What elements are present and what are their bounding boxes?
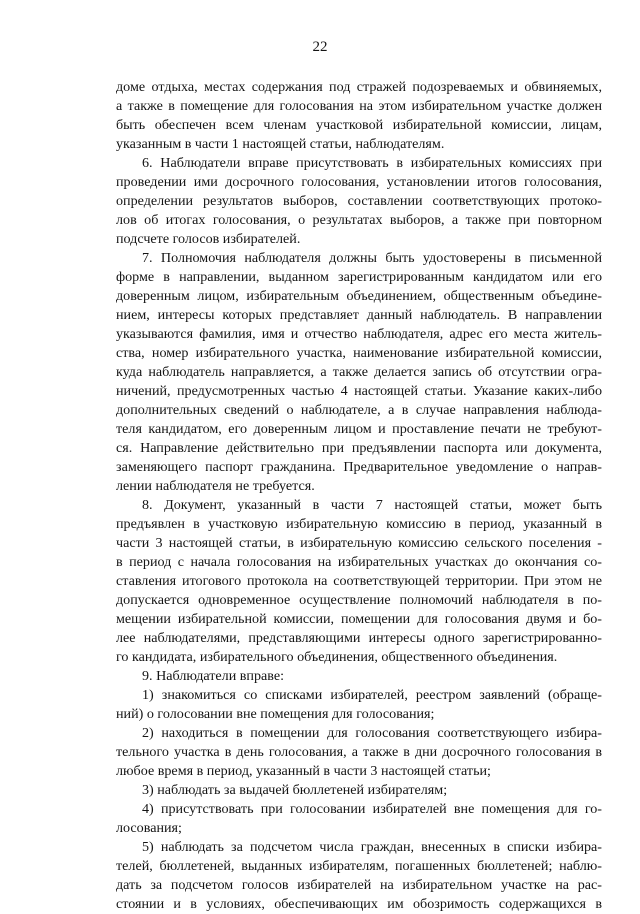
paragraph-line: 2) находиться в помещении для голосования соответствующего избира-	[142, 725, 602, 741]
paragraph-line: нием, интересы которых представляет данный наблюдатель. В направлении	[116, 307, 602, 323]
paragraph-line: части 3 настоящей статьи, в избирательную комиссию сельского поселения -	[116, 535, 602, 551]
paragraph-line: 6. Наблюдатели вправе присутствовать в избирательных комиссиях при	[142, 155, 602, 171]
paragraph-line: ся. Направление действительно при предъявлении паспорта или документа,	[116, 440, 602, 456]
paragraph	[116, 781, 602, 800]
paragraph-line: определении результатов выборов, составлении соответствующих протоко-	[116, 193, 602, 209]
paragraph-line: телей, бюллетеней, выданных избирателям, погашенных бюллетеней; наблю-	[116, 858, 602, 874]
paragraph-line: теля кандидатом, его доверенным лицом и проставление печати не требуют-	[116, 421, 602, 437]
paragraph	[116, 78, 602, 154]
paragraph-line: ства, номер избирательного участка, наименование избирательной комиссии,	[116, 345, 602, 361]
paragraph-line: 5) наблюдать за подсчетом числа граждан, внесенных в списки избира-	[142, 839, 602, 855]
paragraph-line: дать за подсчетом голосов избирателей на избирательном участке на рас-	[116, 877, 602, 893]
paragraph-line: а также в помещение для голосования на этом избирательном участке должен	[116, 98, 602, 114]
paragraph	[116, 800, 602, 838]
paragraph	[116, 667, 602, 686]
paragraph-line: лее наблюдателями, представляющими интересы одного зарегистрированно-	[116, 630, 602, 646]
paragraph-line: быть обеспечен всем членам участковой избирательной комиссии, лицам,	[116, 117, 602, 133]
paragraph	[116, 249, 602, 496]
paragraph-line: ничений, предусмотренных частью 4 настоящей статьи. Указание каких-либо	[116, 383, 602, 399]
paragraph-line: заменяющего паспорт гражданина. Предварительное уведомление о направ-	[116, 459, 602, 475]
paragraph-line: го кандидата, избирательного объединения, общественного объединения.	[116, 649, 558, 665]
paragraph-line: ний) о голосовании вне помещения для голосования;	[116, 706, 435, 722]
paragraph-line: допускается одновременное осуществление полномочий наблюдателя в по-	[116, 592, 602, 608]
paragraph-line: форме в направлении, выданном зарегистрированным кандидатом или его	[116, 269, 602, 285]
paragraph-line: лении наблюдателя не требуется.	[116, 478, 315, 494]
paragraph	[116, 724, 602, 781]
paragraph-line: дополнительных сведений о наблюдателе, а в случае направления наблюда-	[116, 402, 602, 418]
paragraph-line: 4) присутствовать при голосовании избирателей вне помещения для го-	[142, 801, 602, 817]
paragraph-line: 9. Наблюдатели вправе:	[142, 668, 285, 684]
paragraph-line: мещении избирательной комиссии, помещении для голосования двумя и бо-	[116, 611, 602, 627]
paragraph-line: предъявлен в участковую избирательную комиссию в период, указанный в	[116, 516, 602, 532]
paragraph-line: проведении ими досрочного голосования, установлении итогов голосования,	[116, 174, 602, 190]
paragraph-line: доверенным лицом, избирательным объединением, общественным объедине-	[116, 288, 602, 304]
paragraph-line: в период с начала голосования на избирательных участках до окончания со-	[116, 554, 602, 570]
paragraph-line: доме отдыха, местах содержания под стражей подозреваемых и обвиняемых,	[116, 79, 602, 95]
paragraph	[116, 838, 602, 914]
paragraph	[116, 154, 602, 249]
paragraph-line: подсчете голосов избирателей.	[116, 231, 301, 247]
paragraph-line: 8. Документ, указанный в части 7 настоящей статьи, может быть	[142, 497, 602, 513]
paragraph-line: указываются фамилия, имя и отчество наблюдателя, адрес его места житель-	[116, 326, 602, 342]
paragraph-line: 3) наблюдать за выдачей бюллетеней избирателям;	[142, 782, 448, 798]
paragraph-line: ставления итогового протокола на соответствующей территории. При этом не	[116, 573, 602, 589]
paragraph-line: указанным в части 1 настоящей статьи, наблюдателям.	[116, 136, 445, 152]
paragraph-line: стоянии и в условиях, обеспечивающих им обозримость содержащихся в	[116, 896, 602, 912]
paragraph-line: 7. Полномочия наблюдателя должны быть удостоверены в письменной	[142, 250, 602, 266]
paragraph-line: любое время в период, указанный в части 3 настоящей статьи;	[116, 763, 491, 779]
paragraph-line: лов об итогах голосования, о результатах выборов, а также при повторном	[116, 212, 602, 228]
paragraph-line: лосования;	[116, 820, 182, 836]
paragraph	[116, 686, 602, 724]
paragraph	[116, 496, 602, 667]
page-number: 22	[312, 39, 328, 55]
paragraph-line: куда наблюдатель направляется, а также делается запись об отсутствии огра-	[116, 364, 602, 380]
paragraph-line: тельного участка в день голосования, а также в дни досрочного голосования в	[116, 744, 602, 760]
document-body	[116, 78, 602, 914]
paragraph-line: 1) знакомиться со списками избирателей, реестром заявлений (обраще-	[142, 687, 602, 703]
